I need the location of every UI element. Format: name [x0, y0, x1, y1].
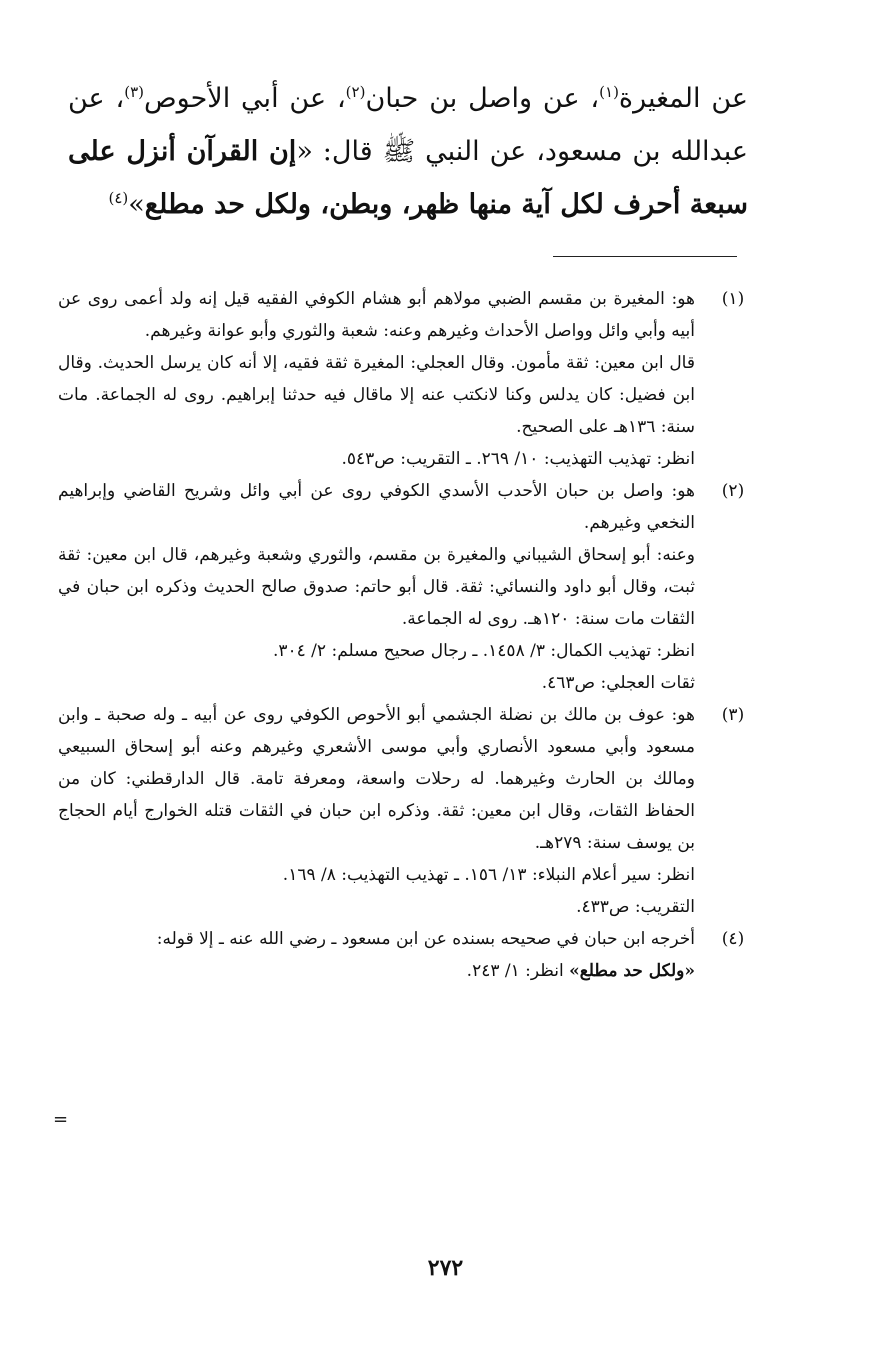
footnote-ref-1[interactable]: (١): [599, 83, 619, 101]
footnote-paragraph: هو: المغيرة بن مقسم الضبي مولاهم أبو هشام الكوفي الفقيه قيل إنه ولد أعمى روى عن أبيه وأبي وائل وواصل الأحداث وغيرهم وعنه: شعبة والثوري وأبو عوانة وغيرهم.: [58, 289, 695, 341]
footnote-reference: ثقات العجلي: ص٤٦٣.: [541, 673, 695, 693]
footnote-number: (٤): [721, 929, 745, 949]
footnote-number: (١): [721, 289, 745, 309]
footnote-ref-2[interactable]: (٢): [345, 83, 366, 101]
footnote-paragraph: [58, 955, 695, 987]
main-text-segment: ، عن أبي الأحوص: [144, 83, 346, 114]
hadith-quote: إن القرآن أنزل على سبعة أحرف لكل آية منها ظهر، وبطن، ولكل حد مطلع: [68, 136, 748, 220]
main-text-segment: ، عن عبدالله بن مسعود، عن النبي ﷺ قال: «: [68, 83, 748, 167]
footnote-paragraph: هو: واصل بن حبان الأحدب الأسدي الكوفي روى عن أبي وائل وشريح القاضي وإبراهيم النخعي وغيرهم.: [58, 481, 695, 533]
quote-close: »: [128, 189, 145, 220]
quoted-phrase: «ولكل حد مطلع»: [569, 961, 695, 981]
footnote-paragraph: وعنه: أبو إسحاق الشيباني والمغيرة بن مقسم، والثوري وشعبة وغيرهم، قال ابن معين: ثقة ثبت، وقال أبو داود والنسائي: ثقة. قال أبو حاتم: صدوق صالح الحديث وذكره ابن حبان في الثقات مات سنة: ١٢٠هـ. روى له الجماعة.: [58, 545, 695, 629]
footnote-separator: [553, 256, 737, 257]
footnotes: [58, 283, 755, 987]
continuation-mark: =: [53, 1109, 69, 1130]
main-text-segment: عن المغيرة: [618, 83, 748, 114]
footnote-reference: انظر: ١/ ٢٤٣.: [466, 961, 570, 981]
footnote-ref-3[interactable]: (٣): [124, 83, 145, 101]
footnote-3: [58, 699, 755, 923]
page-number: ٢٧٢: [427, 1255, 464, 1281]
footnote-number: (٣): [721, 705, 745, 725]
footnote-paragraph: هو: عوف بن مالك بن نضلة الجشمي أبو الأحوص الكوفي روى عن أبيه ـ وله صحبة ـ وابن مسعود وأبي مسعود الأنصاري وأبي موسى الأشعري وغيرهم وعنه أبو إسحاق السبيعي ومالك بن الحارث وغيرهما. له رحلات واسعة، ومعرفة تامة. قال الدارقطني: كان من الحفاظ الثقات، وقال ابن معين: ثقة. وذكره ابن حبان في الثقات قتله الخوارج أيام الحجاج بن يوسف سنة: ٢٧٩هـ.: [58, 705, 695, 853]
footnote-reference: انظر: تهذيب الكمال: ٣/ ١٤٥٨. ـ رجال صحيح مسلم: ٢/ ٣٠٤.: [272, 641, 695, 661]
footnote-1: [58, 283, 755, 475]
footnote-paragraph: قال ابن معين: ثقة مأمون. وقال العجلي: المغيرة ثقة فقيه، إلا أنه كان يرسل الحديث. وقال ابن فضيل: كان يدلس وكنا لانكتب عنه إلا ماقال فيه حدثنا إبراهيم. روى له الجماعة. مات سنة: ١٣٦هـ على الصحيح.: [58, 353, 695, 437]
footnote-2: [58, 475, 755, 699]
footnote-reference: انظر: سير أعلام النبلاء: ١٣/ ١٥٦. ـ تهذيب التهذيب: ٨/ ١٦٩.: [282, 865, 695, 885]
footnote-4: [58, 923, 755, 987]
footnote-paragraph: أخرجه ابن حبان في صحيحه بسنده عن ابن مسعود ـ رضي الله عنه ـ إلا قوله:: [156, 929, 695, 949]
main-text-segment: ، عن واصل بن حبان: [365, 83, 600, 114]
footnote-reference: التقريب: ص٤٣٣.: [576, 897, 695, 917]
footnote-number: (٢): [721, 481, 745, 501]
footnote-reference: انظر: تهذيب التهذيب: ١٠/ ٢٦٩. ـ التقريب: ص٥٤٣.: [341, 449, 695, 469]
footnote-ref-4[interactable]: (٤): [108, 189, 129, 207]
main-paragraph: [68, 72, 748, 231]
